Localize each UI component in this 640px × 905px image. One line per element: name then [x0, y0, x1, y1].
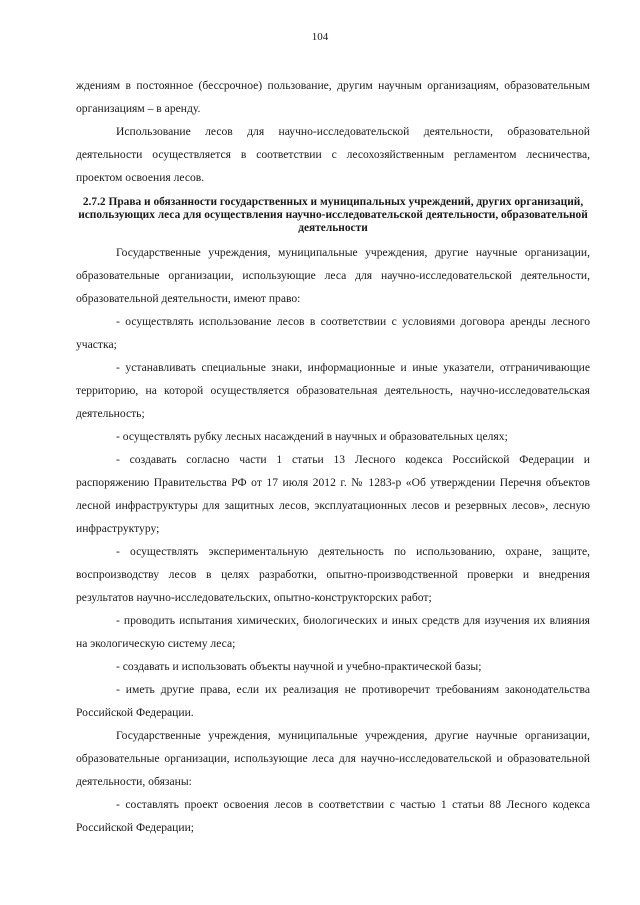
page-content: [76, 74, 590, 839]
list-item-right: - осуществлять рубку лесных насаждений в научных и образовательных целях;: [116, 430, 508, 443]
list-item-right: - иметь другие права, если их реализация не противоречит требованиям законодательства Российской Федерации.: [76, 683, 590, 719]
paragraph-rights-intro: Государственные учреждения, муниципальные учреждения, другие научные организации, образовательные организации, использующие леса для научно-исследовательской деятельности, образовательной деятельности, имеют право:: [76, 246, 590, 305]
list-item-right: - создавать согласно части 1 статьи 13 Лесного кодекса Российской Федерации и распоряжению Правительства РФ от 17 июля 2012 г. № 1283-р «Об утверждении Перечня объектов лесной инфраструктуры для защитных лесов, эксплуатационных лесов и резервных лесов», лесную инфраструктуру;: [76, 453, 590, 535]
list-item-right: - создавать и использовать объекты научной и учебно-практической базы;: [116, 660, 482, 673]
list-item-obligation: - составлять проект освоения лесов в соответствии с частью 1 статьи 88 Лесного кодекса Российской Федерации;: [76, 798, 590, 834]
paragraph-continuation: ждениям в постоянное (бессрочное) пользование, другим научным организациям, образовательным организациям – в аренду.: [76, 79, 590, 115]
section-heading: 2.7.2 Права и обязанности государственных и муниципальных учреждений, других организаций, использующих леса для осуществления научно-исследовательской деятельности, образовательной деятельности: [78, 196, 588, 234]
page-number: 104: [311, 31, 329, 43]
list-item-right: - осуществлять экспериментальную деятельность по использованию, охране, защите, воспроизводству лесов в целях разработки, опытно-производственной проверки и внедрения результатов научно-исследовательских, опытно-конструкторских работ;: [76, 545, 590, 604]
paragraph-usage: Использование лесов для научно-исследовательской деятельности, образовательной деятельности осуществляется в соответствии с лесохозяйственным регламентом лесничества, проектом освоения лесов.: [76, 125, 590, 184]
list-item-right: - осуществлять использование лесов в соответствии с условиями договора аренды лесного участка;: [76, 315, 590, 351]
list-item-right: - устанавливать специальные знаки, информационные и иные указатели, отграничивающие территорию, на которой осуществляется образовательная деятельность, научно-исследовательская деятельность;: [76, 361, 590, 420]
list-item-right: - проводить испытания химических, биологических и иных средств для изучения их влияния на экологическую систему леса;: [76, 614, 590, 650]
paragraph-obligations-intro: Государственные учреждения, муниципальные учреждения, другие научные организации, образовательные организации, использующие леса для научно-исследовательской и образовательной деятельности, обязаны:: [76, 729, 590, 788]
